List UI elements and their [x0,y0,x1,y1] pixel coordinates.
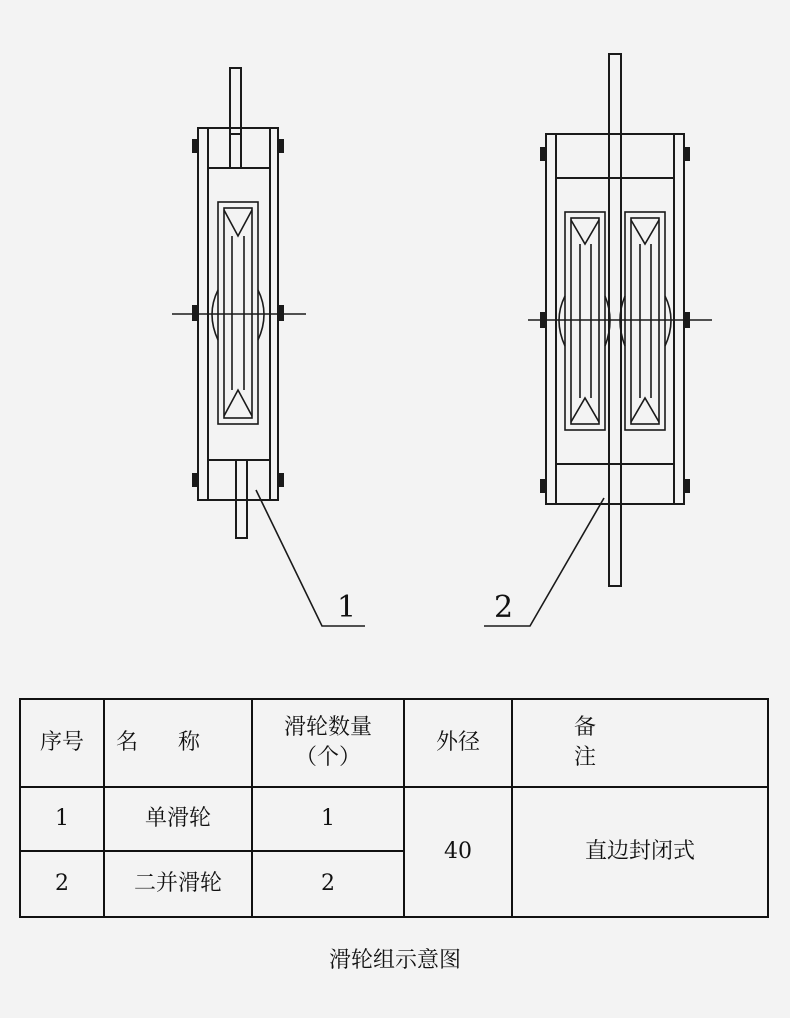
cell-count: 1 [252,787,404,851]
callout-2: 2 [494,590,514,625]
callout-1: 1 [337,590,357,625]
header-count-line1: 滑轮数量 [283,715,372,740]
header-remarks: 备注 [512,699,768,787]
header-outer-diameter: 外径 [404,699,512,787]
cell-index: 2 [20,851,104,917]
cell-name: 单滑轮 [104,787,252,851]
header-count [252,699,404,787]
parts-table [19,698,769,918]
single-pulley-block [172,68,365,626]
header-name: 名称 [104,699,252,787]
double-pulley-block [484,54,712,626]
top-shaft [230,68,241,134]
sheave-right [620,212,671,430]
figure-caption: 滑轮组示意图 [328,948,461,973]
cell-name: 二并滑轮 [104,851,252,917]
cell-count: 2 [252,851,404,917]
sheave-left [559,212,610,430]
cell-outer-diameter: 40 [404,787,512,917]
header-count-line2: （个） [294,745,361,770]
table-row [20,787,768,851]
cell-remarks: 直边封闭式 [512,787,768,917]
cell-index: 1 [20,787,104,851]
sheave [212,202,264,424]
header-index: 序号 [20,699,104,787]
frame-outer [546,134,684,504]
